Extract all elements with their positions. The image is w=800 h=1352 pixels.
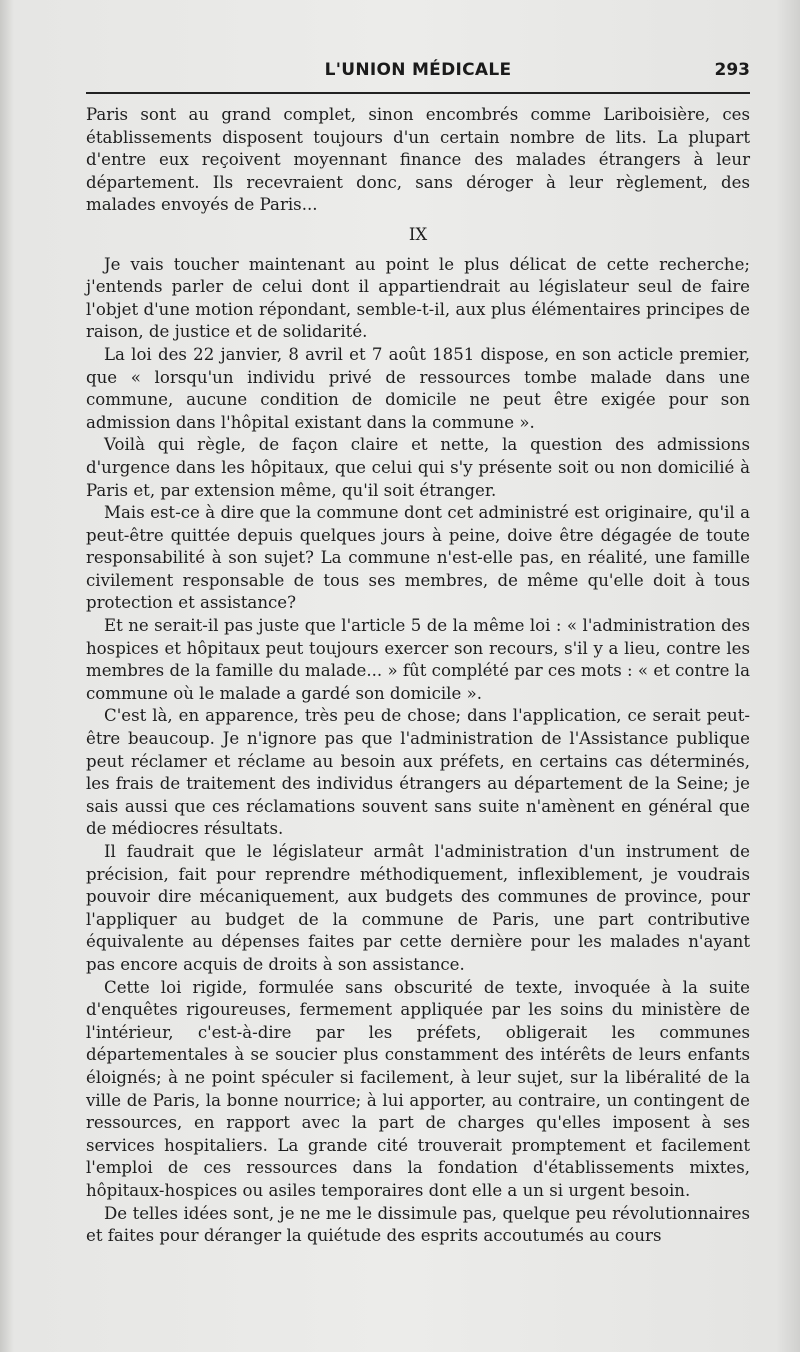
paragraph: Et ne serait-il pas juste que l'article 5 de la même loi : « l'administration des hospices et hôpitaux peut toujours exercer son recours, s'il y a lieu, contre les membres de la famille du malade... » fût complété par ces mots : « et contre la commune où le malade a gardé son domicile ». xyxy=(86,616,750,703)
paragraph: C'est là, en apparence, très peu de chose; dans l'application, ce serait peut-être beaucoup. Je n'ignore pas que l'administration de l'Assistance publique peut réclamer et réclame au besoin aux préfets, en certains cas déterminés, les frais de traitement des individus étrangers au département de la Seine; je sais aussi que ces réclamations souvent sans suite n'amènent en général que de médiocres résultats. xyxy=(86,706,750,839)
paragraph: De telles idées sont, je ne me le dissimule pas, quelque peu révolutionnaires et faites pour déranger la quiétude des esprits accoutumés au cours xyxy=(86,1203,750,1246)
header-rule xyxy=(86,92,750,94)
paragraph: Voilà qui règle, de façon claire et nette, la question des admissions d'urgence dans les hôpitaux, que celui qui s'y présente soit ou non domicilié à Paris et, par extension même, qu'il soit étranger. xyxy=(86,435,750,500)
page-header xyxy=(86,58,750,88)
running-title: L'UNION MÉDICALE xyxy=(324,60,512,80)
paragraph: Cette loi rigide, formulée sans obscurité de texte, invoquée à la suite d'enquêtes rigoureuses, fermement appliquée par les soins du ministère de l'intérieur, c'est-à-dire par les préfets, obligerait les communes départementales à se soucier plus constamment des intérêts de leurs enfants éloignés; à ne point spéculer si facilement, à leur sujet, sur la libéralité de la ville de Paris, la bonne nourrice; à lui apporter, au contraire, un contingent de ressources, en rapport avec la part de charges qu'elles imposent à ses services hospitaliers. La grande cité trouverait promptement et facilement l'emploi de ces ressources dans la fondation d'établissements mixtes, hôpitaux-hospices ou asiles temporaires dont elle a un si urgent besoin. xyxy=(86,977,750,1200)
paragraph: Je vais toucher maintenant au point le plus délicat de cette recherche; j'entends parler de celui dont il appartiendrait au législateur seul de faire l'objet d'une motion répondant, semble-t-il, aux plus élémentaires principes de raison, de justice et de solidarité. xyxy=(86,254,750,342)
article-body xyxy=(86,104,750,1248)
opening-paragraph: Paris sont au grand complet, sinon encombrés comme Lariboisière, ces établissements disposent toujours d'un certain nombre de lits. La plupart d'entre eux reçoivent moyennant finance des malades étrangers à leur département. Ils recevraient donc, sans déroger à leur règlement, des malades envoyés de Paris... xyxy=(86,105,750,215)
paragraph: Mais est-ce à dire que la commune dont cet administré est originaire, qu'il a peut-être quittée depuis quelques jours à peine, doive être dégagée de toute responsabilité à son sujet? La commune n'est-elle pas, en réalité, une famille civilement responsable de tous ses membres, de même qu'elle doit à tous protection et assistance? xyxy=(86,503,750,613)
paragraph: Il faudrait que le législateur armât l'administration d'un instrument de précision, fait pour reprendre méthodiquement, inflexiblement, je voudrais pouvoir dire mécaniquement, aux budgets des communes de province, pour l'appliquer au budget de la commune de Paris, une part contributive équivalente au dépenses faites par cette dernière pour les malades n'ayant pas encore acquis de droits à son assistance. xyxy=(86,842,750,974)
paragraph: La loi des 22 janvier, 8 avril et 7 août 1851 dispose, en son acticle premier, que « lorsqu'un individu privé de ressources tombe malade dans une commune, aucune condition de domicile ne peut être exigée pour son admission dans l'hôpital existant dans la commune ». xyxy=(86,344,750,432)
section-heading: IX xyxy=(408,224,428,244)
page-number: 293 xyxy=(714,60,750,80)
